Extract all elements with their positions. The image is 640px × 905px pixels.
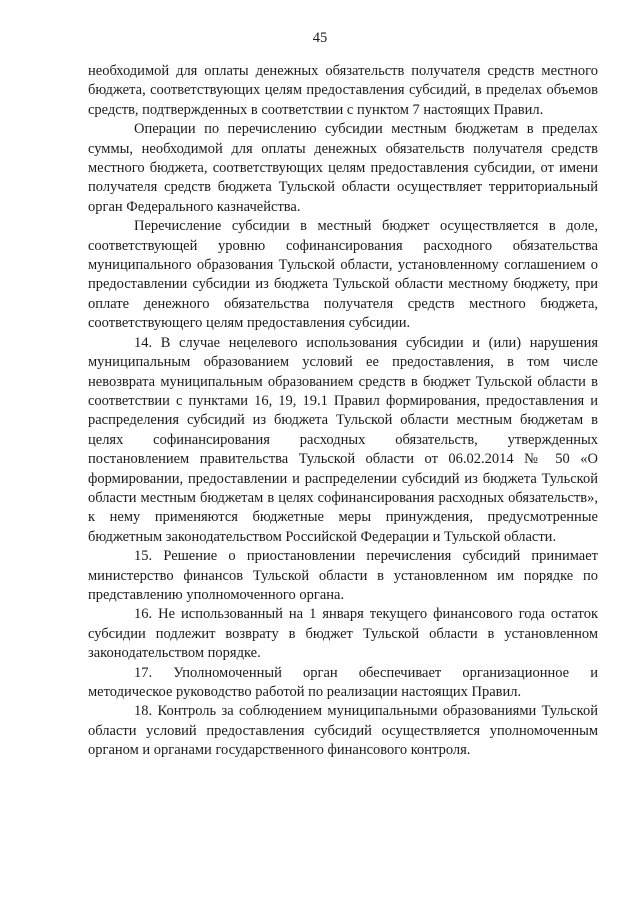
paragraph-15-suspension: 15. Решение о приостановлении перечисления субсидий принимает министерство финансов Тульской области в установленном им порядке по представлению уполномоченного органа. bbox=[88, 548, 598, 603]
document-body bbox=[88, 62, 598, 761]
paragraph-14-misuse: 14. В случае нецелевого использования субсидии и (или) нарушения муниципальным образованием условий ее предоставления, в том числе невозврата муниципальным образованием средств в бюджет Тульской области в соответствии с пунктами 16, 19, 19.1 Правил формирования, предоставления и распределения субсидий из бюджета Тульской области местным бюджетам в целях софинансирования расходных обязательств, утвержденных постановлением правительства Тульской области от 06.02.2014 № 50 «О формировании, предоставлении и распределении субсидий из бюджета Тульской области местным бюджетам в целях софинансирования расходных обязательств», к нему применяются бюджетные меры принуждения, предусмотренные бюджетным законодательством Российской Федерации и Тульской области. bbox=[88, 334, 598, 545]
paragraph-continuation: необходимой для оплаты денежных обязательств получателя средств местного бюджета, соответствующих целям предоставления субсидий, в пределах объемов средств, подтвержденных в соответствии с пунктом 7 настоящих Правил. bbox=[88, 63, 598, 118]
paragraph-16-unused-balance: 16. Не использованный на 1 января текущего финансового года остаток субсидии подлежит возврату в бюджет Тульской области в установленном законодательством порядке. bbox=[88, 606, 598, 662]
paragraph-18-control: 18. Контроль за соблюдением муниципальными образованиями Тульской области условий предоставления субсидий осуществляется уполномоченным органом и органами государственного финансового контроля. bbox=[88, 703, 598, 759]
page-number: 45 bbox=[312, 30, 328, 46]
paragraph-17-guidance: 17. Уполномоченный орган обеспечивает организационное и методическое руководство работой по реализации настоящих Правил. bbox=[88, 664, 598, 700]
paragraph-subsidy-transfer-share: Перечисление субсидии в местный бюджет осуществляется в доле, соответствующей уровню софинансирования расходного обязательства муниципального образования Тульской области, установленному соглашением о предоставлении субсидии из бюджета Тульской области местному бюджету, при оплате денежного обязательства получателя средств местного бюджета, соответствующего целям предоставления субсидии. bbox=[88, 218, 598, 332]
paragraph-transfer-operations: Операции по перечислению субсидии местным бюджетам в пределах суммы, необходимой для оплаты денежных обязательств получателя средств местного бюджета, соответствующих целям предоставления субсидии, от имени получателя средств бюджета Тульской области осуществляет территориальный орган Федерального казначейства. bbox=[88, 121, 598, 215]
